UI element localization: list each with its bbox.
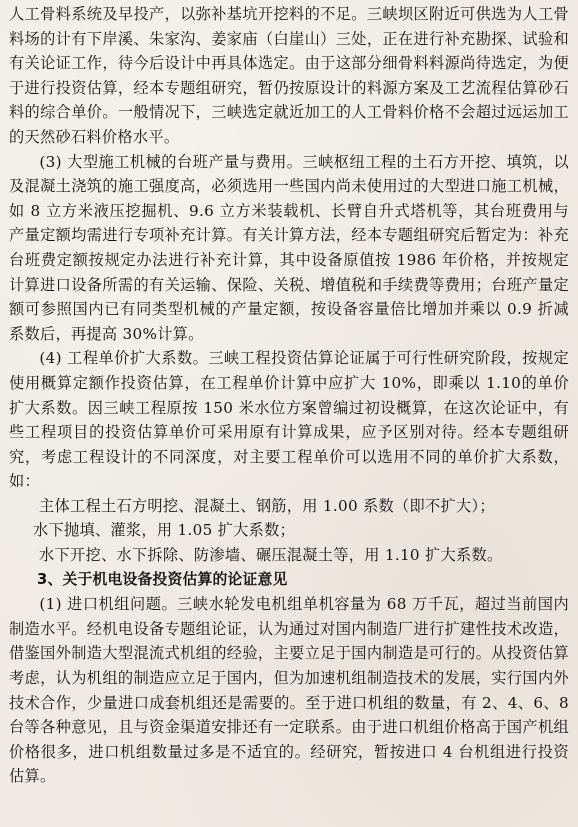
list-item-underwater-fill: 水下抛填、灌浆，用 1.05 扩大系数； bbox=[33, 521, 296, 540]
paragraph-unit-price-factor: (4) 工程单价扩大系数。三峡工程投资估算论证属于可行性研究阶段，按规定使用概算定额作投资估算，在工程单价计算中应扩大 10%，即乘以 1.10的单价扩大系数。因三峡工程原按 150 米水位方案曾编过初设概算，在这次论证中，有些工程项目的投资估算单价可采用原有计算成果，应予区别对待。经本专题组研究，考虑工程设计的不同深度，对主要工程单价可以选用不同的单价扩大系数，如： bbox=[9, 349, 569, 491]
paragraph-imported-units: (1) 进口机组问题。三峡水轮发电机组单机容量为 68 万千瓦，超过当前国内制造水平。经机电设备专题组论证，认为通过对国内制造厂进行扩建性技术改造，借鉴国外制造大型混流式机组的经验，主要立足于国内制造是可行的。从投资估算考虑，认为机组的制造应立足于国内，但为加速机组制造技术的发展，实行国内外技术合作，少量进口成套机组还是需要的。至于进口机组的数量，有 2、4、6、8 台等各种意见，且与资金渠道安排还有一定联系。由于进口机组价格高于国产机组价格很多，进口机组数量过多是不适宜的。经研究，暂按进口 4 台机组进行投资估算。 bbox=[9, 595, 569, 786]
section-heading-equipment: 3、关于机电设备投资估算的论证意见 bbox=[37, 570, 288, 588]
paragraph-aggregate-source: 人工骨料系统及早投产，以弥补基坑开挖料的不足。三峡坝区附近可供选为人工骨料场的计有下岸溪、朱家沟、姜家庙（白崖山）三处，正在进行补充勘探、试验和有关论证工作，待今后设计中再具体选定。由于这部分细骨料料源尚待选定，为便于进行投资估算，经本专题组研究，暂仍按原设计的料源方案及工艺流程估算砂石料的综合单价。一般情况下，三峡选定就近加工的人工骨料价格不会超过远运加工的天然砂石料价格水平。 bbox=[9, 5, 569, 146]
paragraph-construction-machinery: (3) 大型施工机械的台班产量与费用。三峡枢纽工程的土石方开挖、填筑，以及混凝土浇筑的施工强度高，必须选用一些国内尚未使用过的大型进口施工机械，如 8 立方米液压挖掘机、9.6 立方米装载机、长臂自升式塔机等，其台班费用与产量定额均需进行专项补充计算。有关计算方法，经本专题组研究后暂定为：补充台班费定额按规定办法进行补充计算，其中设备原值按 1986 年价格，并按规定计算进口设备所需的有关运输、保险、关税、增值税和手续费等费用；台班产量定额可参照国内已有同类型机械的产量定额，按设备容量倍比增加并乘以 0.9 折减系数后，再提高 30%计算。 bbox=[9, 152, 569, 343]
list-item-main-works: 主体工程土石方明挖、混凝土、钢筋，用 1.00 系数（即不扩大）； bbox=[39, 496, 495, 515]
list-item-underwater-excavation: 水下开挖、水下拆除、防渗墙、碾压混凝土等，用 1.10 扩大系数。 bbox=[39, 546, 503, 565]
document-body bbox=[9, 2, 569, 789]
